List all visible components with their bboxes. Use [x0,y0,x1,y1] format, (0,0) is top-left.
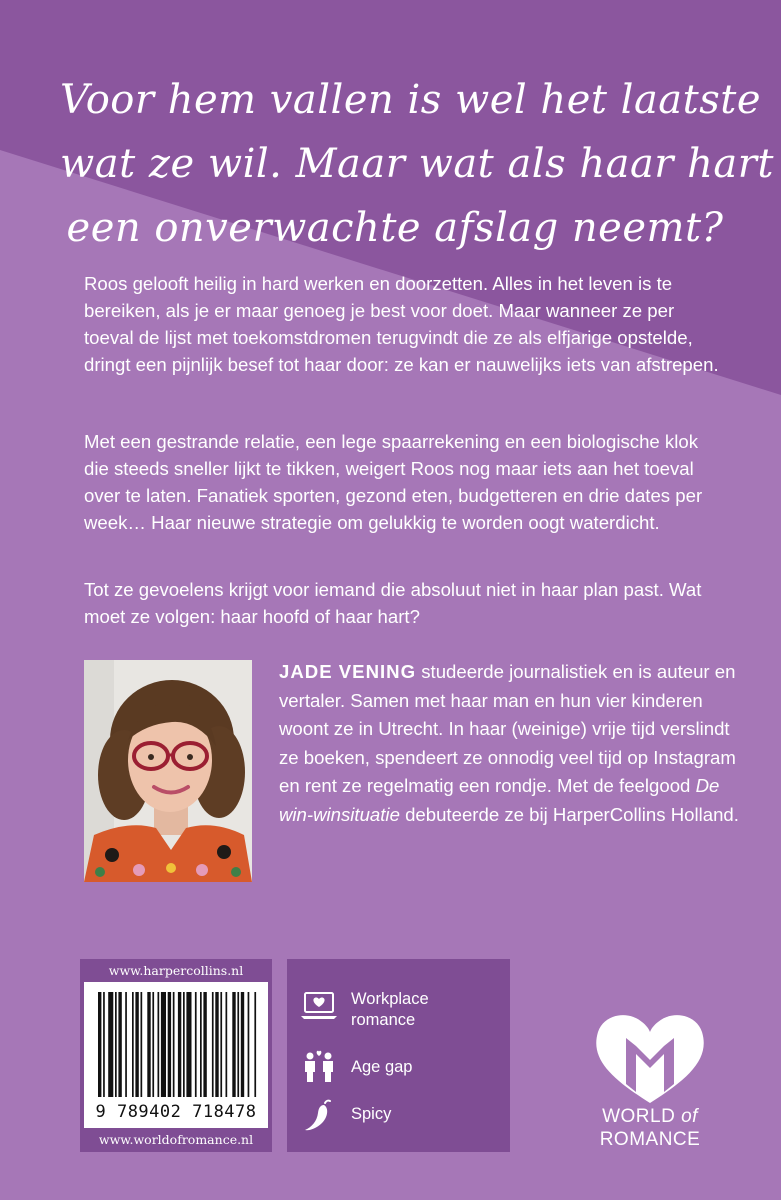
tropes-panel [287,959,510,1152]
author-photo [84,660,252,882]
isbn-number: 9 789402 718478 [95,1102,257,1122]
isbn-barcode [84,982,268,1128]
tagline-line-3: een onverwachte afslag neemt? [66,205,724,251]
author-bio-text-2: debuteerde ze bij HarperCollins Holland. [399,803,739,825]
trope-workplace-romance: Workplace romance [351,990,429,1029]
blurb-paragraph-2: Met een gestrande relatie, een lege spaarrekening en een biologische klok die steeds sneller lijkt te tikken, weigert Roos nog maar iets aan het toeval over te laten. Fanatiek sporten, gezond eten, budgetteren en drie dates per week… Haar nieuwe strategie om gelukkig te worden oogt waterdicht. [84,431,703,533]
author-name: JADE VENING [279,661,417,682]
blurb-paragraph-1: Roos gelooft heilig in hard werken en doorzetten. Alles in het leven is te bereiken, als je er maar genoeg je best voor doet. Maar wanneer ze per toeval de lijst met toekomstdromen terugvindt die ze als elfjarige opstelde, dringt een pijnlijk besef tot haar door: ze kan er nauwelijks iets van afstrepen. [84,273,719,375]
blurb-paragraph-3: Tot ze gevoelens krijgt voor iemand die absoluut niet in haar plan past. Wat moet ze volgen: haar hoofd of haar hart? [84,579,702,627]
chili-pepper-icon [303,1099,333,1133]
barcode-panel [80,959,272,1152]
author-bio-text-1: studeerde journalistiek en is auteur en vertaler. Samen met haar man en hun vier kinderen woont ze in Utrecht. In haar (weinige) vrije tijd verslindt ze boeken, spendeert ze onnodig veel tijd op Instagram en rent ze regelmatig een rondje. Met de feelgood [279,661,736,796]
trope-age-gap: Age gap [351,1058,413,1076]
debut-book-title: De win-winsituatie [279,775,720,825]
trope-spicy: Spicy [351,1105,392,1123]
tagline-line-2: wat ze wil. Maar wat als haar hart [60,141,774,187]
author-bio [279,658,749,829]
tagline-line-1: Voor hem vallen is wel het laatste [60,77,761,123]
couple-icon [301,1049,337,1083]
logo-text-world-of: WORLD of [602,1106,698,1127]
laptop-heart-icon [301,991,337,1021]
tagline [60,68,774,260]
logo-text-romance: ROMANCE [599,1129,701,1150]
imprint-url: www.worldofromance.nl [98,1132,254,1147]
publisher-url: www.harpercollins.nl [108,963,244,978]
